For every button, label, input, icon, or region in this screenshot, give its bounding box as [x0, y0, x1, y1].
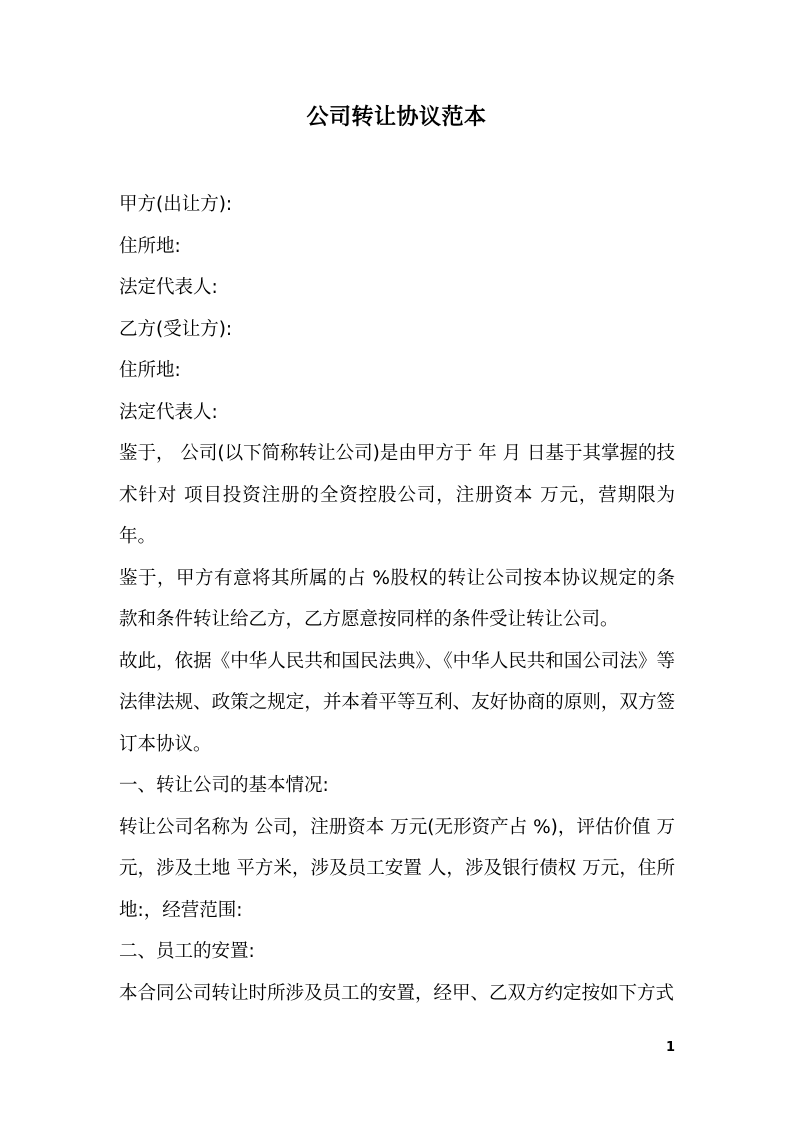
paragraph-party-a-address: 住所地:: [119, 235, 181, 257]
document-title: 公司转让协议范本: [306, 105, 487, 130]
paragraph-party-b: 乙方(受让方):: [119, 318, 233, 340]
paragraph-whereas-1: 鉴于， 公司(以下简称转让公司)是由甲方于 年 月 日基于其掌握的技术针对 项目投资注册的全资控股公司，注册资本 万元，营期限为 年。: [119, 443, 675, 547]
paragraph-party-a-representative: 法定代表人:: [119, 277, 218, 298]
paragraph-party-a: 甲方(出让方):: [119, 194, 233, 215]
page-number: 1: [665, 1040, 675, 1055]
section-heading-1: 一、转让公司的基本情况:: [119, 775, 329, 796]
paragraph-party-b-address: 住所地:: [119, 360, 181, 381]
paragraph-whereas-2: 鉴于，甲方有意将其所属的占 %股权的转让公司按本协议规定的条款和条件转让给乙方，乙方愿意按同样的条件受让转让公司。: [119, 567, 675, 630]
document-body: [119, 184, 675, 1014]
section-heading-2: 二、员工的安置:: [119, 941, 255, 962]
paragraph-company-details: 转让公司名称为 公司，注册资本 万元(无形资产占 %)，评估价值 万元，涉及土地 平方米，涉及员工安置 人，涉及银行债权 万元，住所地:，经营范围:: [119, 816, 675, 921]
paragraph-party-b-representative: 法定代表人:: [119, 401, 218, 423]
paragraph-employee-placement: 本合同公司转让时所涉及员工的安置，经甲、乙双方约定按如下方式: [119, 982, 675, 1004]
paragraph-therefore: 故此，依据《中华人民共和国民法典》、《中华人民共和国公司法》等法律法规、政策之规定，并本着平等互利、友好协商的原则，双方签订本协议。: [119, 650, 675, 755]
